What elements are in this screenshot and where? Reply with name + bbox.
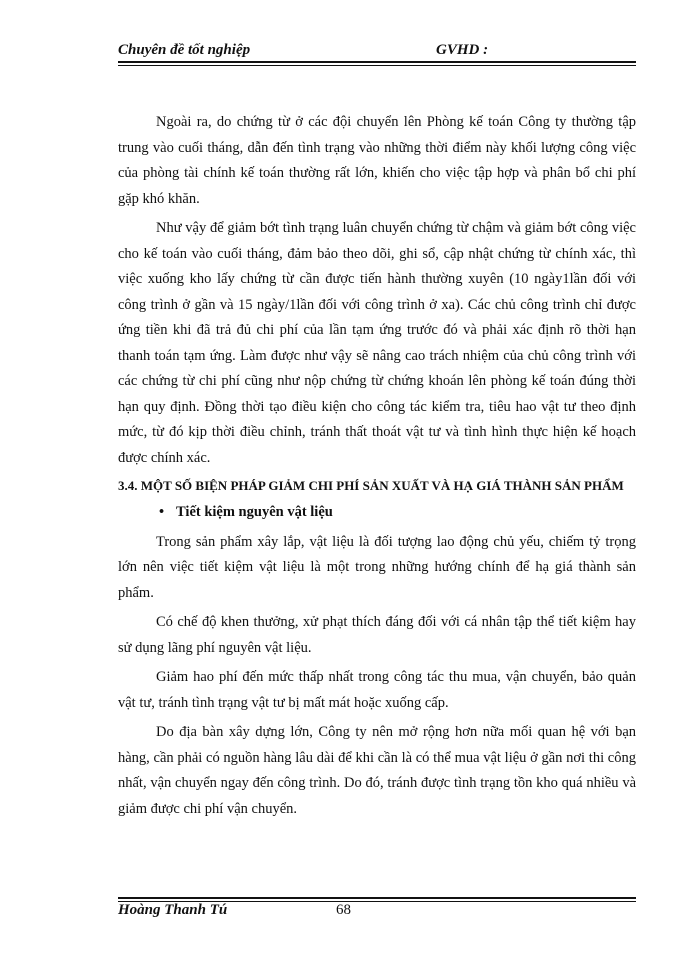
- bullet-item: [118, 500, 636, 526]
- header-title: Chuyên đề tốt nghiệp: [118, 42, 251, 58]
- bullet-text: Tiết kiệm nguyên vật liệu: [176, 504, 333, 520]
- header-advisor: GVHD :: [436, 42, 489, 58]
- bullet-icon: •: [159, 504, 165, 520]
- paragraph: Có chế độ khen thưởng, xử phạt thích đáng đối với cá nhân tập thể tiết kiệm hay sử dụng lãng phí nguyên vật liệu.: [118, 614, 636, 656]
- page-number: 68: [336, 902, 351, 918]
- paragraph: Ngoài ra, do chứng từ ở các đội chuyển lên Phòng kế toán Công ty thường tập trung vào cuối tháng, dẫn đến tình trạng vào những thời điểm này khối lượng công việc của phòng tài chính kế toán thường rất lớn, khiến cho việc tập hợp và phân bổ chi phí gặp khó khăn.: [118, 114, 636, 207]
- section-heading: [118, 477, 636, 494]
- header-rule: [118, 61, 636, 66]
- paragraph: Trong sản phẩm xây lắp, vật liệu là đối tượng lao động chủ yếu, chiếm tỷ trọng lớn nên việc tiết kiệm vật liệu là một trong những hướng chính để hạ giá thành sản phẩm.: [118, 533, 636, 601]
- paragraph: Do địa bàn xây dựng lớn, Công ty nên mở rộng hơn nữa mối quan hệ với bạn hàng, cần phải có nguồn hàng lâu dài để khi cần là có thể mua vật liệu ở gần nơi thi công nhất, vận chuyển ngay đến công trình. Do đó, tránh được tình trạng tồn kho quá nhiều và giảm được chi phí vận chuyển.: [118, 724, 636, 817]
- paragraph: Như vậy để giảm bớt tình trạng luân chuyển chứng từ chậm và giảm bớt công việc cho kế toán vào cuối tháng, đảm bảo theo dõi, ghi sổ, cập nhật chứng từ chính xác, thì việc xuống kho lấy chứng từ cần được tiến hành thường xuyên (10 ngày1lần đối với công trình ở gần và 15 ngày/1lần đối với công trình ở xa). Các chủ công trình chỉ được ứng tiền khi đã trả đủ chi phí của lần tạm ứng trước đó và phải xác định rõ thời hạn thanh toán tạm ứng. Làm được như vậy sẽ nâng cao trách nhiệm của chủ công trình với các chứng từ chi phí cũng như nộp chứng từ chứng khoán lên phòng kế toán đúng thời hạn quy định. Đồng thời tạo điều kiện cho công tác kiểm tra, tiêu hao vật tư theo định mức, từ đó kịp thời điều chỉnh, tránh thất thoát vật tư và tình hình thực hiện kế hoạch được chính xác.: [118, 220, 636, 466]
- page-header: [118, 38, 636, 62]
- page-footer: [118, 902, 636, 926]
- section-title: MỘT SỐ BIỆN PHÁP GIẢM CHI PHÍ SẢN XUẤT VÀ HẠ GIÁ THÀNH SẢN PHẨM: [140, 478, 624, 493]
- footer-author: Hoàng Thanh Tú: [118, 902, 228, 918]
- page-body: [118, 110, 636, 826]
- section-number: 3.4.: [118, 478, 138, 493]
- paragraph: Giảm hao phí đến mức thấp nhất trong công tác thu mua, vận chuyển, bảo quản vật tư, tránh tình trạng vật tư bị mất mát hoặc xuống cấp.: [118, 669, 636, 711]
